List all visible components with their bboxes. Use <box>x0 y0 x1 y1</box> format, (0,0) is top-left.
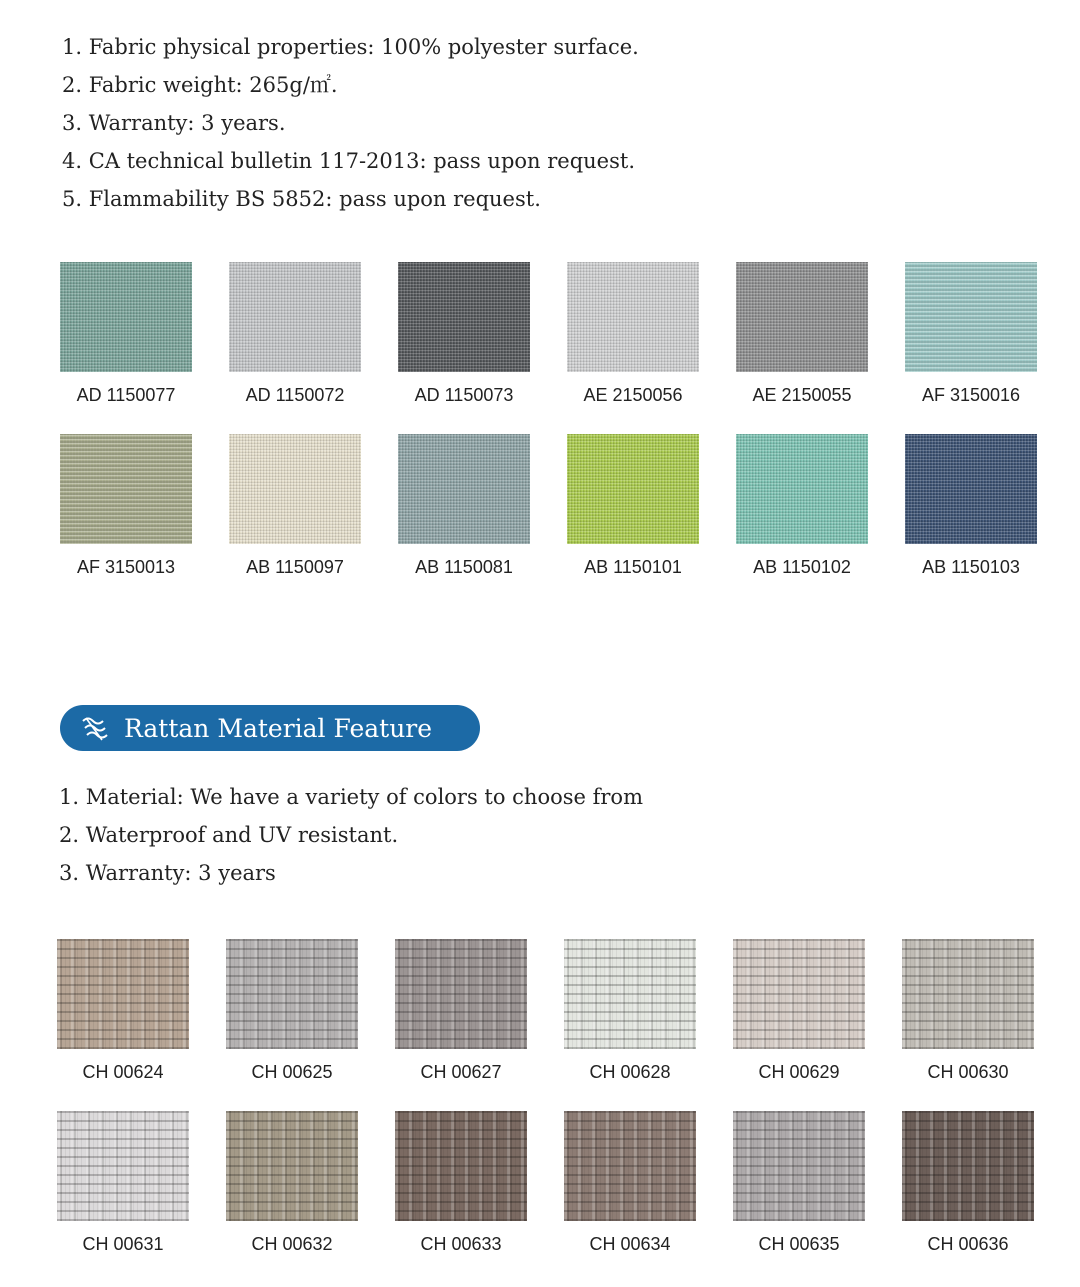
rattan-swatche-cell <box>733 939 865 1083</box>
rattan-swatche-image <box>902 1111 1034 1221</box>
rattan-swatche-cell <box>564 1111 696 1255</box>
rattan-swatch-grid <box>57 939 1034 1255</box>
fabric-swatche-cell <box>736 262 868 406</box>
rattan-swatche-cell <box>902 939 1034 1083</box>
swatch-code-label: CH 00632 <box>251 1234 333 1254</box>
swatch-code-label: CH 00624 <box>82 1062 164 1082</box>
fabric-swatche-cell <box>736 434 868 578</box>
fabric-swatche-image <box>398 434 530 544</box>
fabric-swatche-image <box>60 262 192 372</box>
fabric-spec-item: 4. CA technical bulletin 117-2013: pass upon request. <box>62 149 635 173</box>
fabric-swatche-cell <box>60 262 192 406</box>
swatch-code-label: AF 3150013 <box>76 557 176 577</box>
fabric-swatche-cell <box>905 434 1037 578</box>
fabric-swatche-image <box>398 262 530 372</box>
fabric-swatche-cell <box>398 262 530 406</box>
rattan-swatche-cell <box>564 939 696 1083</box>
rattan-spec-item: 2. Waterproof and UV resistant. <box>59 823 399 847</box>
rattan-swatche-cell <box>395 1111 527 1255</box>
fabric-swatche-image <box>567 434 699 544</box>
swatch-code-label: CH 00627 <box>420 1062 502 1082</box>
fabric-spec-item: 1. Fabric physical properties: 100% polyester surface. <box>62 35 639 59</box>
fabric-swatche-image <box>736 434 868 544</box>
swatch-code-label: AD 1150077 <box>76 385 176 405</box>
rattan-swatche-image <box>395 1111 527 1221</box>
swatch-code-label: AF 3150016 <box>921 385 1021 405</box>
fabric-swatche-cell <box>905 262 1037 406</box>
swatch-code-label: CH 00635 <box>758 1234 840 1254</box>
rattan-swatche-image <box>733 1111 865 1221</box>
rattan-swatche-cell <box>902 1111 1034 1255</box>
fabric-swatche-image <box>229 262 361 372</box>
rattan-swatche-image <box>57 939 189 1049</box>
rattan-swatche-image <box>733 939 865 1049</box>
swatch-code-label: CH 00628 <box>589 1062 671 1082</box>
swatch-code-label: AB 1150103 <box>922 557 1020 577</box>
fabric-swatche-image <box>567 262 699 372</box>
fabric-swatche-cell <box>229 434 361 578</box>
fabric-swatche-image <box>60 434 192 544</box>
swatch-code-label: CH 00625 <box>251 1062 333 1082</box>
swatch-code-label: AB 1150101 <box>584 557 682 577</box>
swatch-code-label: CH 00634 <box>589 1234 671 1254</box>
rattan-swatche-cell <box>57 939 189 1083</box>
rattan-section-title: Rattan Material Feature <box>124 713 433 743</box>
fabric-swatche-cell <box>567 434 699 578</box>
rattan-swatche-image <box>564 939 696 1049</box>
swatch-code-label: AB 1150102 <box>753 557 851 577</box>
swatch-code-label: AB 1150097 <box>246 557 344 577</box>
fabric-spec-item: 3. Warranty: 3 years. <box>62 111 286 135</box>
fabric-swatche-cell <box>60 434 192 578</box>
rattan-swatche-image <box>57 1111 189 1221</box>
swatch-code-label: AD 1150072 <box>245 385 345 405</box>
swatch-code-label: CH 00633 <box>420 1234 502 1254</box>
fabric-swatche-image <box>736 262 868 372</box>
fabric-swatche-image <box>905 262 1037 372</box>
rattan-spec-item: 3. Warranty: 3 years <box>59 861 276 885</box>
fabric-swatche-image <box>229 434 361 544</box>
rattan-swatche-cell <box>226 1111 358 1255</box>
rattan-spec-item: 1. Material: We have a variety of colors to choose from <box>59 785 643 809</box>
rattan-swatche-cell <box>733 1111 865 1255</box>
swatch-code-label: CH 00629 <box>758 1062 840 1082</box>
rattan-swatche-image <box>902 939 1034 1049</box>
fabric-swatch-grid <box>60 262 1037 578</box>
swatch-code-label: CH 00630 <box>927 1062 1009 1082</box>
rattan-swatche-image <box>226 1111 358 1221</box>
fabric-swatche-cell <box>567 262 699 406</box>
swatch-code-label: AB 1150081 <box>415 557 513 577</box>
rattan-section-banner <box>60 705 480 751</box>
swatch-code-label: AE 2150056 <box>583 385 683 405</box>
rattan-swatche-cell <box>57 1111 189 1255</box>
rattan-swatche-cell <box>226 939 358 1083</box>
fabric-spec-item: 2. Fabric weight: 265g/㎡. <box>62 73 338 97</box>
swatch-code-label: AE 2150055 <box>752 385 852 405</box>
rattan-weave-icon <box>80 713 110 743</box>
fabric-swatche-cell <box>229 262 361 406</box>
rattan-swatche-image <box>564 1111 696 1221</box>
rattan-spec-list <box>59 778 643 892</box>
fabric-spec-list <box>62 28 639 218</box>
swatch-code-label: CH 00636 <box>927 1234 1009 1254</box>
fabric-swatche-cell <box>398 434 530 578</box>
rattan-swatche-image <box>226 939 358 1049</box>
rattan-swatche-image <box>395 939 527 1049</box>
rattan-swatche-cell <box>395 939 527 1083</box>
fabric-swatche-image <box>905 434 1037 544</box>
fabric-spec-item: 5. Flammability BS 5852: pass upon request. <box>62 187 541 211</box>
swatch-code-label: CH 00631 <box>82 1234 164 1254</box>
swatch-code-label: AD 1150073 <box>414 385 514 405</box>
